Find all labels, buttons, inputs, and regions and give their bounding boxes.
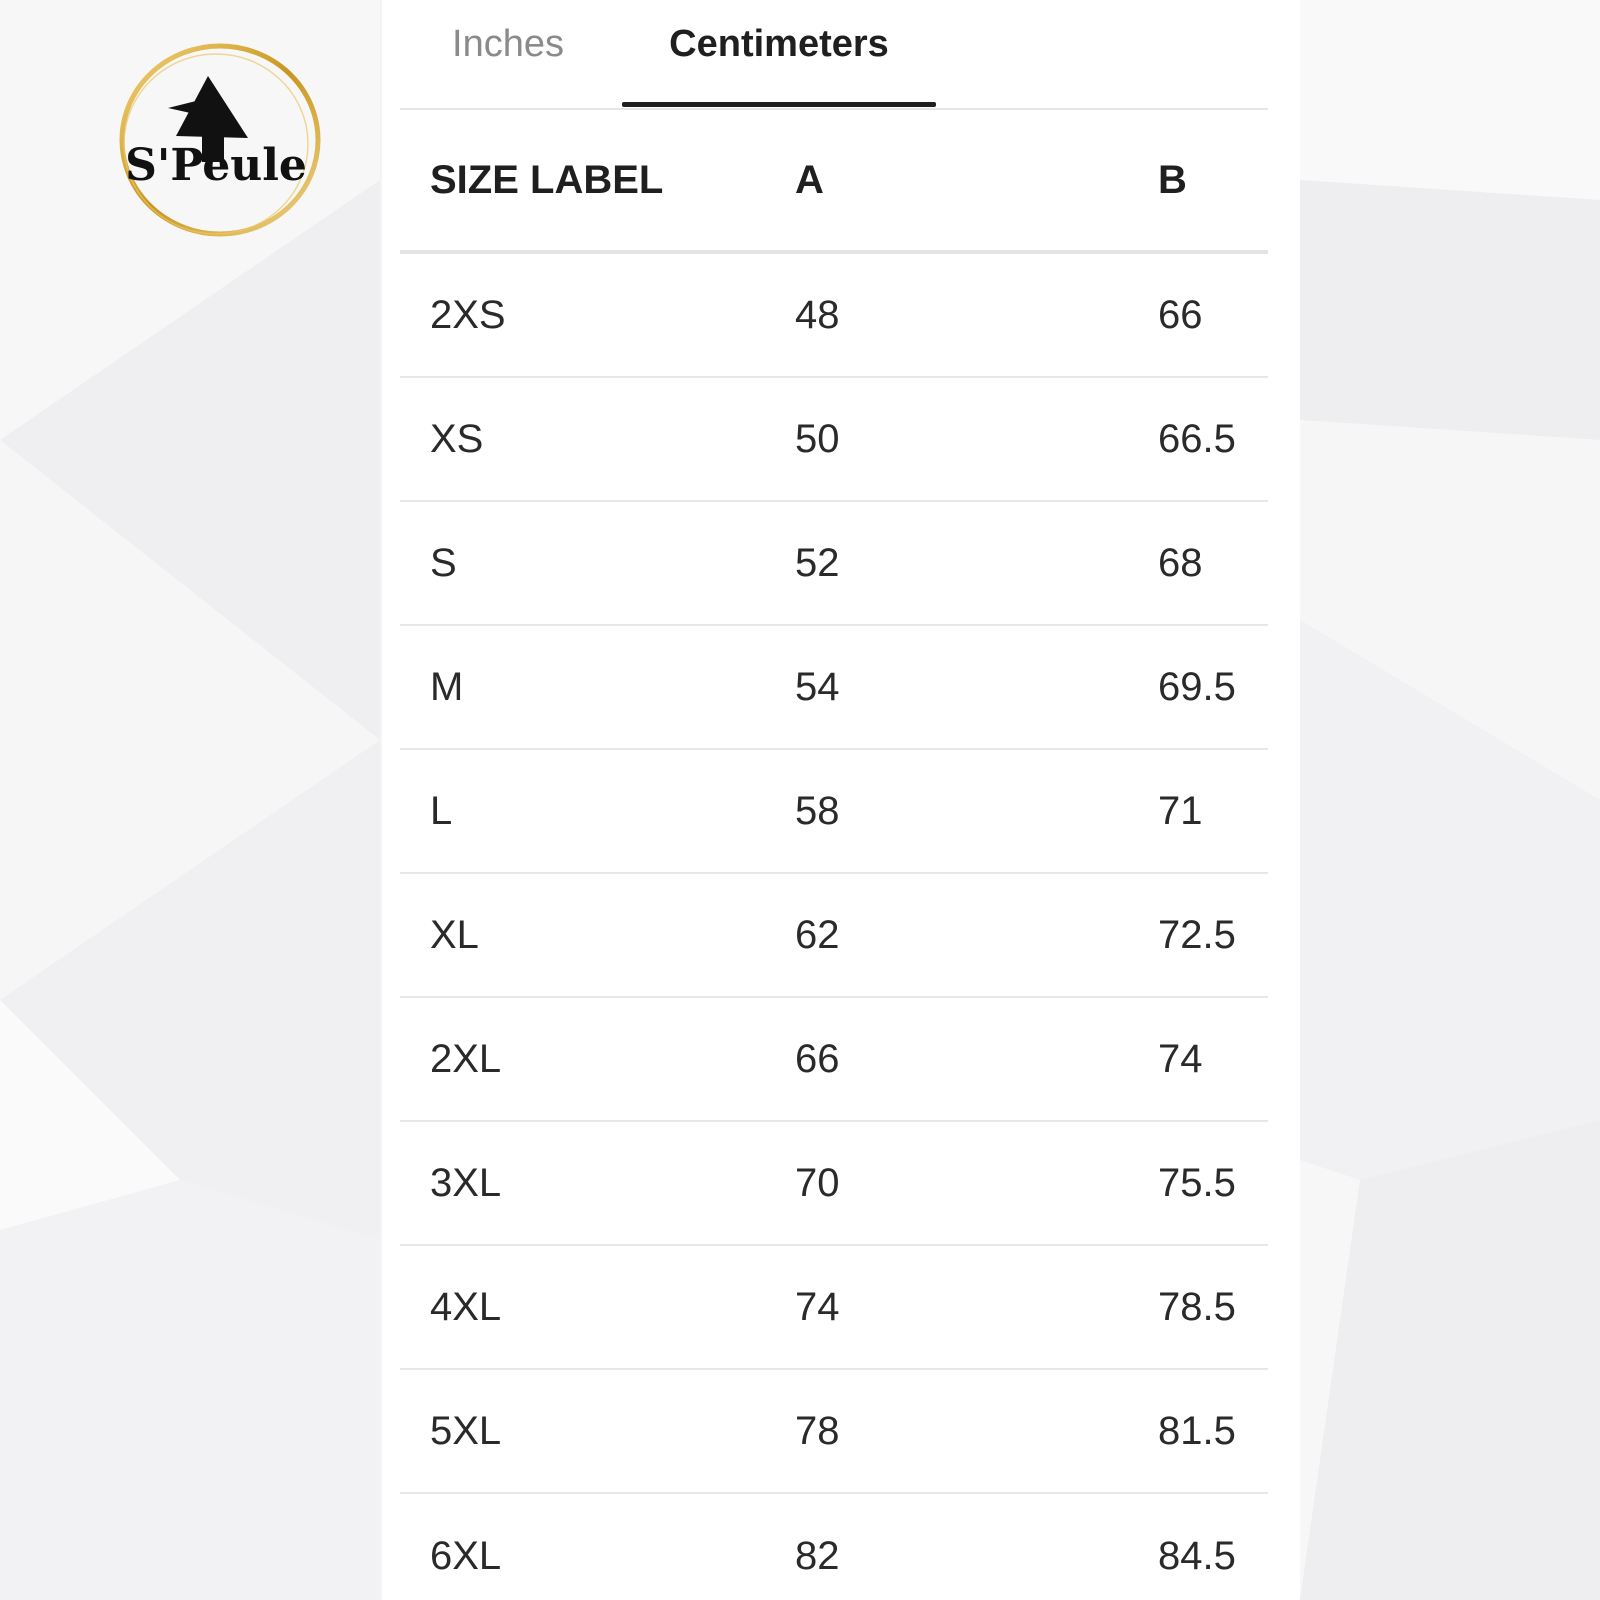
size-cell: 2XL <box>430 1036 502 1081</box>
table-row <box>400 1122 1268 1246</box>
b-cell: 66.5 <box>1158 416 1236 461</box>
table-row <box>400 750 1268 874</box>
size-cell: 2XS <box>430 292 506 337</box>
active-tab-indicator <box>622 102 936 107</box>
size-cell: 4XL <box>430 1284 502 1329</box>
size-chart-panel <box>382 0 1300 1600</box>
b-cell: 72.5 <box>1158 912 1236 957</box>
b-cell: 78.5 <box>1158 1284 1236 1329</box>
a-cell: 66 <box>795 1036 840 1081</box>
header-size-label: SIZE LABEL <box>430 157 664 202</box>
size-cell: L <box>430 788 453 833</box>
a-cell: 54 <box>795 664 840 709</box>
table-row <box>400 874 1268 998</box>
table-row <box>400 254 1268 378</box>
size-cell: XL <box>430 912 479 957</box>
size-table <box>400 110 1268 1600</box>
b-cell: 75.5 <box>1158 1160 1236 1205</box>
table-row <box>400 1370 1268 1494</box>
table-header <box>400 110 1268 254</box>
size-cell: S <box>430 540 457 585</box>
b-cell: 71 <box>1158 788 1203 833</box>
tab-inches[interactable]: Inches <box>452 23 564 65</box>
size-cell: 5XL <box>430 1408 502 1453</box>
a-cell: 52 <box>795 540 840 585</box>
brand-logo <box>108 38 328 248</box>
table-row <box>400 998 1268 1122</box>
a-cell: 74 <box>795 1284 840 1329</box>
b-cell: 68 <box>1158 540 1203 585</box>
table-row <box>400 1246 1268 1370</box>
table-row <box>400 626 1268 750</box>
b-cell: 84.5 <box>1158 1533 1236 1578</box>
a-cell: 50 <box>795 416 840 461</box>
b-cell: 81.5 <box>1158 1408 1236 1453</box>
a-cell: 82 <box>795 1533 840 1578</box>
size-cell: 6XL <box>430 1533 502 1578</box>
b-cell: 66 <box>1158 292 1203 337</box>
svg-text:S'Peule: S'Peule <box>125 140 307 191</box>
size-cell: XS <box>430 416 484 461</box>
table-row <box>400 378 1268 502</box>
table-row <box>400 502 1268 626</box>
b-cell: 74 <box>1158 1036 1203 1081</box>
table-row <box>400 1494 1268 1600</box>
a-cell: 48 <box>795 292 840 337</box>
a-cell: 70 <box>795 1160 840 1205</box>
header-b: B <box>1158 157 1187 202</box>
a-cell: 58 <box>795 788 840 833</box>
tab-centimeters[interactable]: Centimeters <box>669 23 889 65</box>
a-cell: 78 <box>795 1408 840 1453</box>
b-cell: 69.5 <box>1158 664 1236 709</box>
unit-tabs <box>400 0 1268 110</box>
header-a: A <box>795 157 824 202</box>
size-cell: 3XL <box>430 1160 502 1205</box>
a-cell: 62 <box>795 912 840 957</box>
size-cell: M <box>430 664 464 709</box>
